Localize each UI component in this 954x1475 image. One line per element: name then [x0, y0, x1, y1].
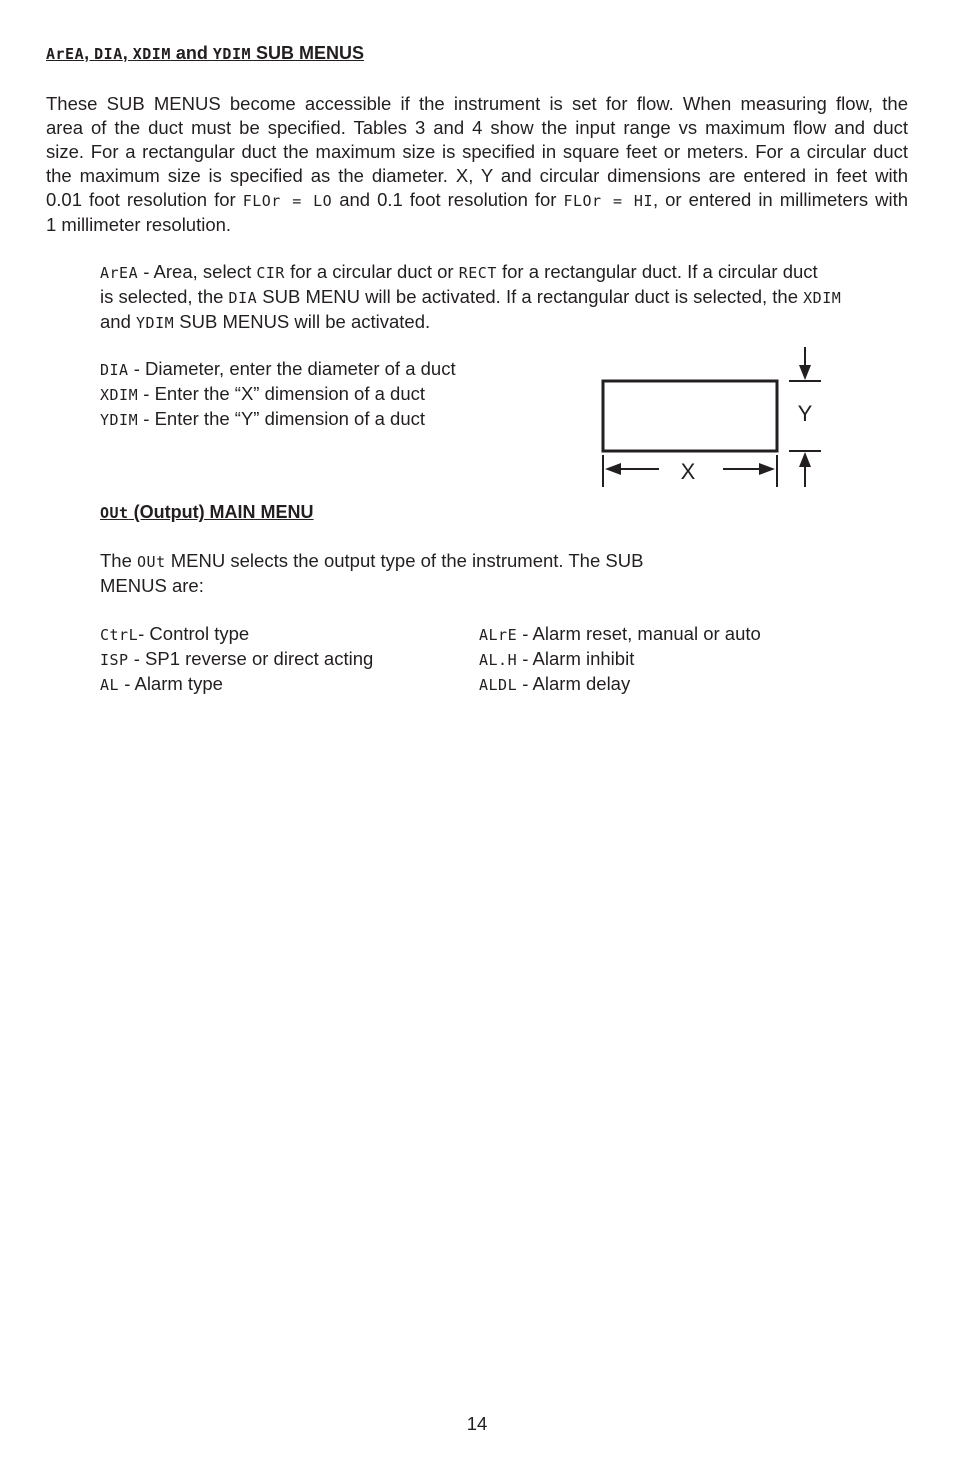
intro-line: area of the duct must be specified. Tables 3 and 4 show the input range vs maximum flow and duct — [46, 117, 908, 138]
code-xdim: XDIM — [803, 289, 842, 307]
dimension-list — [100, 357, 456, 432]
code-area: ArEA — [46, 45, 85, 63]
section-heading-sub-menus — [46, 43, 364, 64]
submenu-item — [479, 647, 761, 672]
submenu-text: - Control type — [138, 623, 250, 644]
code-flor-lo: FLOr = LO — [242, 192, 333, 210]
code-area: ArEA — [100, 264, 139, 282]
duct-rectangle — [603, 381, 777, 451]
submenu-list-right — [479, 622, 761, 697]
area-text: for a rectangular duct. If a circular duct — [496, 261, 818, 282]
code-alh: AL.H — [479, 651, 518, 669]
intro-line — [46, 188, 908, 213]
code-flor-hi: FLOr = HI — [563, 192, 653, 210]
dimension-item — [100, 382, 456, 407]
code-rect: RECT — [458, 264, 497, 282]
intro-line: the maximum size is specified as the diameter. X, Y and circular dimensions are entered in feet with — [46, 165, 908, 186]
code-aldl: ALDL — [479, 676, 518, 694]
output-description — [100, 549, 643, 598]
heading-title: (Output) MAIN MENU — [128, 502, 314, 522]
code-out: OUt — [137, 553, 166, 571]
page-number: 14 — [466, 1413, 488, 1434]
output-text: MENU selects the output type of the instrument. The SUB — [165, 550, 644, 571]
output-text: The — [100, 550, 138, 571]
code-alre: ALrE — [479, 626, 518, 644]
output-line — [100, 549, 643, 574]
submenu-item — [479, 672, 761, 697]
code-isp: ISP — [100, 651, 129, 669]
area-text: and — [100, 311, 137, 332]
heading-separator: , — [84, 43, 95, 63]
dimension-text: - Diameter, enter the diameter of a duct — [128, 358, 456, 379]
intro-line: size. For a rectangular duct the maximum size is specified in square feet or meters. For a circular duct — [46, 141, 908, 162]
submenu-text: - Alarm inhibit — [517, 648, 635, 669]
dimension-item — [100, 407, 456, 432]
y-arrow-down-icon — [799, 365, 811, 380]
intro-text: and 0.1 foot resolution for — [332, 189, 564, 210]
intro-text: , or entered in millimeters with — [652, 189, 909, 210]
code-ydim: YDIM — [136, 314, 175, 332]
submenu-text: - Alarm delay — [517, 673, 631, 694]
submenu-list-left — [100, 622, 373, 697]
code-ydim: YDIM — [212, 45, 252, 63]
section-heading-output-menu — [100, 502, 314, 523]
area-text: is selected, the — [100, 286, 229, 307]
area-text: for a circular duct or — [284, 261, 459, 282]
intro-line: These SUB MENUS become accessible if the instrument is set for flow. When measuring flow, the — [46, 93, 908, 114]
area-line — [100, 310, 880, 335]
x-label: X — [680, 459, 696, 484]
submenu-item — [100, 622, 373, 647]
area-description — [100, 260, 880, 335]
dimension-text: - Enter the “Y” dimension of a duct — [138, 408, 426, 429]
submenu-item — [479, 622, 761, 647]
x-arrow-left-icon — [605, 463, 621, 475]
intro-text: 0.01 foot resolution for — [46, 189, 243, 210]
code-xdim: XDIM — [100, 386, 139, 404]
duct-dimension-diagram — [595, 343, 830, 493]
area-line — [100, 285, 880, 310]
area-text: - Area, select — [138, 261, 257, 282]
code-al: AL — [100, 676, 120, 694]
submenu-text: - SP1 reverse or direct acting — [128, 648, 374, 669]
code-out: OUt — [100, 504, 129, 522]
area-text: SUB MENUS will be activated. — [174, 311, 431, 332]
heading-title: SUB MENUS — [251, 43, 365, 63]
code-xdim: XDIM — [132, 45, 171, 63]
submenu-text: - Alarm reset, manual or auto — [517, 623, 761, 644]
dimension-item — [100, 357, 456, 382]
submenu-item — [100, 672, 373, 697]
intro-paragraph — [46, 92, 908, 237]
area-text: SUB MENU will be activated. If a rectangular duct is selected, the — [257, 286, 804, 307]
heading-and: and — [170, 43, 213, 63]
heading-separator: , — [122, 43, 133, 63]
code-dia: DIA — [228, 289, 258, 307]
code-dia: DIA — [94, 45, 123, 63]
area-line — [100, 260, 880, 285]
intro-line: 1 millimeter resolution. — [46, 214, 232, 235]
y-arrow-up-icon — [799, 452, 811, 467]
code-ydim: YDIM — [100, 411, 139, 429]
submenu-item — [100, 647, 373, 672]
code-dia: DIA — [100, 361, 129, 379]
submenu-text: - Alarm type — [119, 673, 223, 694]
code-cir: CIR — [256, 264, 285, 282]
output-line: MENUS are: — [100, 575, 204, 596]
x-arrow-right-icon — [759, 463, 775, 475]
y-label: Y — [797, 401, 813, 426]
dimension-text: - Enter the “X” dimension of a duct — [138, 383, 426, 404]
code-ctrl: CtrL — [100, 626, 139, 644]
